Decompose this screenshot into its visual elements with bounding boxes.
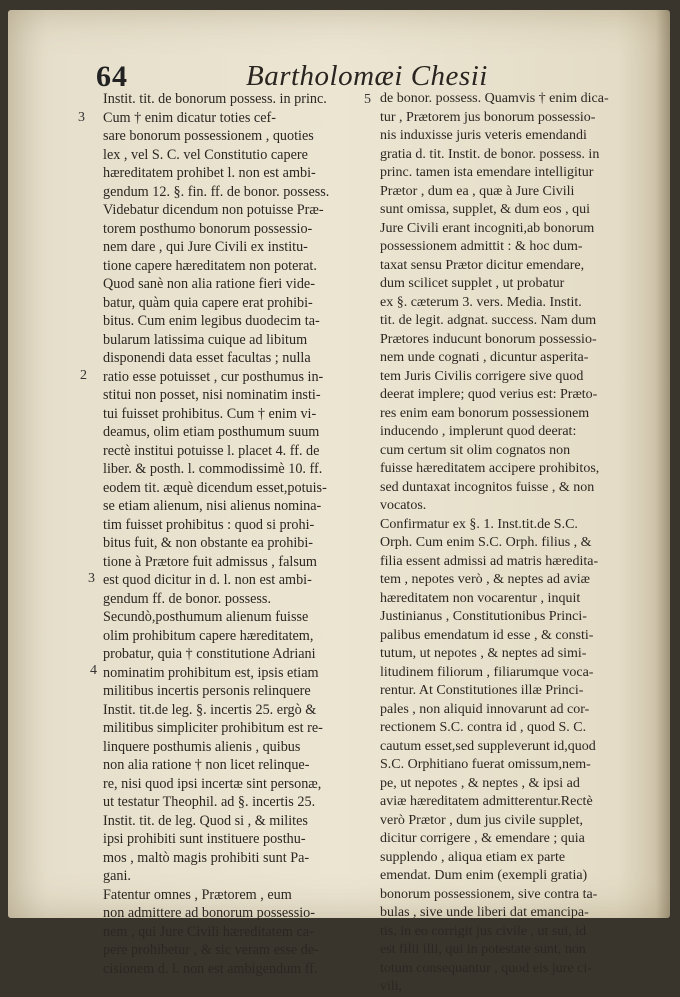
text-line: cisionem d. l. non est ambigendum ff. — [103, 960, 318, 977]
marginal-number: 3 — [78, 110, 85, 125]
text-line: hæreditatem non vocarentur , inquit — [380, 590, 581, 606]
text-line: vocatos. — [380, 498, 427, 513]
text-line: fuisse hæreditatem accipere prohibitos, — [380, 461, 600, 476]
text-line: pere prohibetur , & sic veram esse de- — [103, 942, 319, 958]
text-line: totum consequantur , quod eis jure ci- — [380, 960, 592, 976]
text-line: Justinianus , Constitutionibus Princi- — [380, 609, 587, 624]
text-line: batur, quàm quia capere erat prohibi- — [103, 294, 313, 311]
text-line: taxat sensu Prætor dicitur emendare, — [380, 257, 585, 273]
text-line: dum scilicet supplet , ut probatur — [380, 276, 565, 291]
text-line: Quod sanè non alia ratione fieri vide- — [103, 276, 315, 292]
marginal-number: 5 — [364, 92, 371, 107]
text-line: pe, ut nepotes , & neptes , & ipsi ad — [380, 775, 580, 791]
text-line: sed duntaxat incognitos fuisse , & non — [380, 479, 595, 495]
text-line: cautum esset,sed suppleverunt id,quod — [380, 738, 596, 754]
text-line: tem , nepotes verò , & neptes ad aviæ — [380, 572, 590, 587]
text-line: tione à Prætore fuit admissus , falsum — [103, 553, 317, 570]
text-line: deerat implere; quod verius est: Præto- — [380, 387, 598, 402]
text-line: tur , Prætorem jus bonorum possessio- — [380, 109, 596, 125]
left-text-column — [103, 90, 373, 978]
text-line: litudinem filiorum , filiarumque voca- — [380, 664, 594, 680]
text-line: stitui non posset, nisi nominatim insti- — [103, 387, 321, 403]
text-line: possessionem admittit : & hoc dum- — [380, 239, 583, 254]
text-line: Cum † enim dicatur toties cef- — [103, 109, 276, 126]
text-line: S.C. Orphitiano fuerat omissum,nem- — [380, 757, 591, 772]
text-line: ratio esse potuisset , cur posthumus in- — [103, 368, 324, 385]
marginal-number: 3 — [88, 571, 95, 586]
text-line: Prætor , dum ea , quæ à Jure Civili — [380, 183, 575, 199]
text-line: nem , qui Jure Civili hæreditatem ca- — [103, 923, 314, 940]
text-line: rentur. At Constitutiones illæ Princi- — [380, 683, 584, 698]
text-line: rectionem S.C. contra id , quod S. C. — [380, 720, 587, 735]
text-line: inducendo , implerunt quod deerat: — [380, 424, 577, 439]
text-line: ex §. cæterum 3. vers. Media. Instit. — [380, 294, 582, 310]
text-line: gratia d. tit. Instit. de bonor. possess. in — [380, 146, 600, 162]
text-line: supplendo , aliqua etiam ex parte — [380, 849, 566, 865]
text-line: hæreditatem prohibet l. non est ambi- — [103, 165, 316, 181]
text-line: tui fuisset prohibitus. Cum † enim vi- — [103, 405, 317, 422]
text-line: gendum ff. de bonor. possess. — [103, 590, 272, 607]
text-line: Confirmatur ex §. 1. Inst.tit.de S.C. — [380, 516, 578, 532]
text-line: Orph. Cum enim S.C. Orph. filius , & — [380, 535, 592, 550]
text-line: gani. — [103, 868, 131, 884]
text-line: res enim eam bonorum possessionem — [380, 405, 590, 421]
text-line: mos , maltò magis prohibiti sunt Pa- — [103, 849, 310, 866]
running-head: Bartholomæi Chesii — [246, 60, 488, 92]
text-line: olim prohibitum capere hæreditatem, — [103, 627, 314, 644]
text-line: Instit. tit. de leg. Quod si , & milites — [103, 812, 308, 829]
text-line: bularum latissima cuique ad libitum — [103, 331, 308, 348]
text-line: cum certum sit olim cognatos non — [380, 442, 571, 458]
text-line: bulas , sive unde liberi dat emancipa- — [380, 905, 589, 920]
text-line: non admittere ad bonorum possessio- — [103, 905, 315, 921]
text-line: linquere posthumis alienis , quibus — [103, 738, 301, 755]
text-line: bitus fuit, & non obstante ea prohibi- — [103, 535, 314, 551]
text-line: nem unde cognati , dicuntur asperita- — [380, 350, 589, 365]
text-line: tim fuisset prohibitus : quod si prohi- — [103, 516, 315, 533]
book-page — [8, 10, 670, 994]
text-line: tis, in eo corrigit jus civile , ut sui, id — [380, 923, 587, 939]
text-line: rectè institui potuisse l. placet 4. ff. de — [103, 442, 320, 459]
text-line: Jure Civili erant incogniti,ab bonorum — [380, 220, 595, 236]
text-line: lex , vel S. C. vel Constitutio capere — [103, 146, 308, 163]
text-line: pales , non aliquid innovarunt ad cor- — [380, 701, 590, 717]
text-line: verò Prætor , dum jus civile supplet, — [380, 812, 583, 828]
text-line: nominatim prohibitum est, ipsis etiam — [103, 664, 319, 681]
text-line: Videbatur dicendum non potuisse Præ- — [103, 202, 324, 218]
text-line: disponendi data esset facultas ; nulla — [103, 350, 311, 366]
text-line: palibus emendatum id esse , & consti- — [380, 627, 594, 643]
text-line: est filii illi, qui in potestate sunt, non — [380, 942, 586, 957]
text-line: non alia ratione † non licet relinque- — [103, 757, 310, 773]
text-line: est quod dicitur in d. l. non est ambi- — [103, 572, 312, 588]
page-gutter-shadow — [656, 10, 670, 918]
text-line: gendum 12. §. fin. ff. de bonor. possess. — [103, 183, 330, 200]
text-line: sunt omissa, supplet, & dum eos , qui — [380, 202, 590, 217]
text-line: se etiam alienum, nisi alienus nomina- — [103, 498, 322, 514]
text-line: militibus incertis personis relinquere — [103, 683, 311, 699]
text-line: Instit. tit.de leg. §. incertis 25. ergò & — [103, 701, 317, 718]
text-line: ipsi prohibiti sunt instituere posthu- — [103, 831, 306, 847]
text-line: nis induxisse juris veteris emendandi — [380, 128, 587, 143]
text-line: Prætores inducunt bonorum possessio- — [380, 331, 597, 347]
text-line: eodem tit. æquè dicendum esset,potuis- — [103, 479, 327, 496]
text-line: dicitur corrigere , & emendare ; quia — [380, 831, 585, 846]
text-line: deamus, olim etiam posthumum suum — [103, 424, 320, 440]
text-line: tem Juris Civilis corrigere sive quod — [380, 368, 584, 384]
text-line: Fatentur omnes , Prætorem , eum — [103, 886, 292, 903]
text-line: tit. de legit. adgnat. success. Nam dum — [380, 313, 597, 328]
right-text-column — [380, 90, 648, 997]
text-line: militibus simpliciter prohibitum est re- — [103, 720, 323, 736]
text-line: nem dare , qui Jure Civili ex institu- — [103, 239, 308, 255]
text-line: aviæ hæreditatem admitterentur.Rectè — [380, 794, 593, 809]
text-line: probatur, quia † constitutione Adriani — [103, 646, 316, 662]
text-line: Instit. tit. de bonorum possess. in princ. — [103, 91, 327, 107]
text-line: bonorum possessionem, sive contra ta- — [380, 886, 598, 902]
text-line: sare bonorum possessionem , quoties — [103, 128, 314, 144]
text-line: vili, — [380, 979, 403, 994]
text-line: re, nisi quod ipsi incertæ sint personæ, — [103, 775, 322, 792]
marginal-number: 2 — [80, 368, 87, 383]
text-line: princ. tamen ista emendare intelligitur — [380, 165, 594, 180]
text-line: Secundò,posthumum alienum fuisse — [103, 609, 309, 625]
page-number: 64 — [96, 60, 128, 93]
text-line: liber. & posth. l. commodissimè 10. ff. — [103, 461, 323, 477]
text-line: emendat. Dum enim (exempli gratia) — [380, 868, 588, 883]
text-line: tutum, ut nepotes , & neptes ad simi- — [380, 646, 587, 661]
text-line: torem posthumo bonorum possessio- — [103, 220, 313, 237]
text-line: filia essent admissi ad matris hæredita- — [380, 553, 599, 569]
text-line: tione capere hæreditatem non poterat. — [103, 257, 317, 274]
marginal-number: 4 — [90, 663, 97, 678]
text-line: de bonor. possess. Quamvis † enim dica- — [380, 91, 609, 106]
text-line: bitus. Cum enim legibus duodecim ta- — [103, 313, 320, 329]
text-line: ut testatur Theophil. ad §. incertis 25. — [103, 794, 316, 810]
